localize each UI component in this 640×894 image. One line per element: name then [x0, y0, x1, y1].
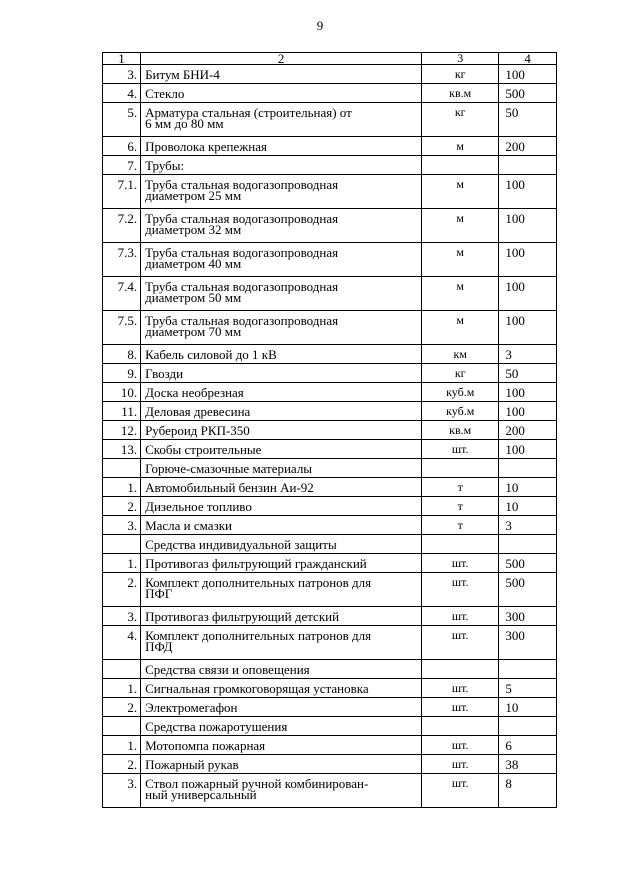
item-name [141, 65, 422, 84]
item-unit: м [422, 209, 499, 243]
table-row [103, 383, 557, 402]
item-quantity: 100 [499, 402, 557, 421]
item-name [141, 421, 422, 440]
table-row [103, 402, 557, 421]
item-quantity: 3 [499, 516, 557, 535]
table-row [103, 156, 557, 175]
item-quantity: 10 [499, 478, 557, 497]
item-unit [422, 156, 499, 175]
item-quantity: 200 [499, 421, 557, 440]
item-unit: м [422, 137, 499, 156]
item-unit [422, 535, 499, 554]
item-name-line: Гвозди [145, 365, 184, 381]
item-name [141, 774, 422, 808]
item-name [141, 402, 422, 421]
item-quantity: 300 [499, 607, 557, 626]
row-number [103, 717, 141, 736]
item-name-line: диаметром 50 мм [145, 290, 242, 305]
table-row [103, 311, 557, 345]
table-row [103, 137, 557, 156]
item-name [141, 277, 422, 311]
item-unit: шт. [422, 626, 499, 660]
item-quantity [499, 660, 557, 679]
item-name [141, 243, 422, 277]
row-number: 5. [103, 103, 141, 137]
item-name [141, 516, 422, 535]
row-number: 2. [103, 497, 141, 516]
item-unit: кг [422, 65, 499, 84]
item-quantity: 50 [499, 364, 557, 383]
item-name-line: Труба стальная водогазопроводная [145, 313, 339, 328]
item-name [141, 84, 422, 103]
item-name-line: Сигнальная громкоговорящая установка [145, 680, 369, 696]
item-name [141, 103, 422, 137]
table-row [103, 209, 557, 243]
item-name [141, 209, 422, 243]
table-row [103, 755, 557, 774]
materials-table-body [103, 53, 557, 808]
table-row [103, 774, 557, 808]
column-number-2: 2 [141, 53, 422, 65]
item-name [141, 736, 422, 755]
item-unit: куб.м [422, 383, 499, 402]
item-name [141, 156, 422, 175]
item-quantity: 100 [499, 243, 557, 277]
item-name [141, 679, 422, 698]
item-quantity: 50 [499, 103, 557, 137]
item-name-line: Деловая древесина [145, 403, 251, 419]
table-row [103, 698, 557, 717]
item-unit: шт. [422, 698, 499, 717]
item-name [141, 440, 422, 459]
row-number: 2. [103, 698, 141, 717]
item-quantity [499, 717, 557, 736]
item-quantity: 8 [499, 774, 557, 808]
item-unit: кв.м [422, 421, 499, 440]
item-quantity: 500 [499, 573, 557, 607]
row-number: 12. [103, 421, 141, 440]
item-name-line: Труба стальная водогазопроводная [145, 279, 339, 294]
table-row [103, 679, 557, 698]
item-unit: шт. [422, 755, 499, 774]
column-number-4: 4 [499, 53, 557, 65]
row-number: 2. [103, 755, 141, 774]
item-name-line: Противогаз фильтрующий гражданский [145, 555, 367, 571]
item-name [141, 554, 422, 573]
row-number: 7.5. [103, 311, 141, 345]
row-number: 6. [103, 137, 141, 156]
table-row [103, 516, 557, 535]
item-unit: т [422, 478, 499, 497]
item-quantity: 6 [499, 736, 557, 755]
row-number: 9. [103, 364, 141, 383]
row-number: 1. [103, 554, 141, 573]
section-row [103, 660, 557, 679]
item-name-line: Комплект дополнительных патронов для [145, 575, 372, 590]
row-number: 7. [103, 156, 141, 175]
item-unit: шт. [422, 774, 499, 808]
item-name [141, 478, 422, 497]
item-name-line: Трубы: [145, 157, 185, 173]
item-quantity [499, 535, 557, 554]
item-quantity: 3 [499, 345, 557, 364]
row-number: 4. [103, 84, 141, 103]
item-unit: т [422, 497, 499, 516]
item-unit [422, 459, 499, 478]
item-name [141, 626, 422, 660]
item-unit: кг [422, 103, 499, 137]
item-unit: м [422, 277, 499, 311]
item-unit: км [422, 345, 499, 364]
item-unit: шт. [422, 607, 499, 626]
item-name-line: ПФГ [145, 586, 173, 601]
item-name-line: диаметром 25 мм [145, 188, 242, 203]
item-name [141, 137, 422, 156]
table-row [103, 103, 557, 137]
row-number: 7.2. [103, 209, 141, 243]
item-name-line: Пожарный рукав [145, 756, 239, 772]
item-name-line: Труба стальная водогазопроводная [145, 211, 339, 226]
item-unit [422, 660, 499, 679]
item-unit: шт. [422, 573, 499, 607]
item-unit: т [422, 516, 499, 535]
item-unit [422, 717, 499, 736]
item-quantity: 100 [499, 65, 557, 84]
item-unit: кг [422, 364, 499, 383]
item-name [141, 698, 422, 717]
item-quantity: 100 [499, 311, 557, 345]
item-name [141, 573, 422, 607]
item-name-line: Скобы строительные [145, 441, 262, 457]
item-name [141, 383, 422, 402]
column-number-row [103, 53, 557, 65]
item-quantity: 38 [499, 755, 557, 774]
item-quantity: 100 [499, 209, 557, 243]
section-title [141, 660, 422, 679]
item-name [141, 497, 422, 516]
item-name-line: диаметром 32 мм [145, 222, 242, 237]
row-number: 1. [103, 478, 141, 497]
item-name-line: Рубероид РКП-350 [145, 422, 250, 438]
item-name-line: ный универсальный [145, 787, 257, 802]
item-quantity: 300 [499, 626, 557, 660]
item-name [141, 607, 422, 626]
item-name-line: Мотопомпа пожарная [145, 737, 266, 753]
item-name-line: Кабель силовой до 1 кВ [145, 346, 277, 362]
section-row [103, 535, 557, 554]
item-unit: м [422, 311, 499, 345]
item-name-line: Ствол пожарный ручной комбинирован- [145, 776, 369, 791]
item-name-line: Труба стальная водогазопроводная [145, 245, 339, 260]
item-quantity [499, 459, 557, 478]
row-number: 1. [103, 679, 141, 698]
section-row [103, 717, 557, 736]
table-row [103, 626, 557, 660]
section-row [103, 459, 557, 478]
table-row [103, 607, 557, 626]
item-name-line: Дизельное топливо [145, 498, 252, 514]
item-name-line: Битум БНИ-4 [145, 66, 220, 82]
row-number: 8. [103, 345, 141, 364]
item-quantity: 500 [499, 554, 557, 573]
row-number: 3. [103, 65, 141, 84]
item-quantity: 10 [499, 497, 557, 516]
item-unit: кв.м [422, 84, 499, 103]
item-name-line: Электромегафон [145, 699, 238, 715]
item-name-line: Арматура стальная (строительная) от [145, 105, 352, 120]
item-name [141, 311, 422, 345]
item-unit: шт. [422, 736, 499, 755]
row-number: 3. [103, 774, 141, 808]
page-number: 9 [316, 18, 324, 33]
item-name-line: ПФД [145, 639, 173, 654]
item-name [141, 345, 422, 364]
table-row [103, 364, 557, 383]
row-number: 11. [103, 402, 141, 421]
materials-table [102, 52, 557, 808]
item-unit: м [422, 175, 499, 209]
item-name-line: Стекло [145, 85, 185, 101]
row-number: 3. [103, 607, 141, 626]
item-name-line: диаметром 40 мм [145, 256, 242, 271]
row-number: 2. [103, 573, 141, 607]
item-name-line: Средства индивидуальной защиты [145, 536, 337, 552]
column-number-3: 3 [422, 53, 499, 65]
item-unit: м [422, 243, 499, 277]
item-name [141, 755, 422, 774]
table-row [103, 277, 557, 311]
table-row [103, 345, 557, 364]
item-unit: шт. [422, 679, 499, 698]
item-quantity: 200 [499, 137, 557, 156]
item-name [141, 175, 422, 209]
item-name-line: Комплект дополнительных патронов для [145, 628, 372, 643]
row-number [103, 459, 141, 478]
column-number-1: 1 [103, 53, 141, 65]
item-name [141, 364, 422, 383]
section-title [141, 535, 422, 554]
row-number: 10. [103, 383, 141, 402]
table-row [103, 736, 557, 755]
table-row [103, 554, 557, 573]
item-quantity: 5 [499, 679, 557, 698]
item-name-line: Труба стальная водогазопроводная [145, 177, 339, 192]
row-number: 7.3. [103, 243, 141, 277]
table-row [103, 478, 557, 497]
table-row [103, 440, 557, 459]
row-number: 7.1. [103, 175, 141, 209]
table-row [103, 65, 557, 84]
table-row [103, 243, 557, 277]
row-number [103, 535, 141, 554]
item-name-line: Доска необрезная [145, 384, 244, 400]
row-number [103, 660, 141, 679]
item-quantity: 100 [499, 175, 557, 209]
table-row [103, 573, 557, 607]
item-name-line: диаметром 70 мм [145, 324, 242, 339]
table-row [103, 421, 557, 440]
item-quantity: 100 [499, 277, 557, 311]
row-number: 7.4. [103, 277, 141, 311]
item-name-line: Средства связи и оповещения [145, 661, 310, 677]
item-unit: куб.м [422, 402, 499, 421]
item-name-line: Горюче-смазочные материалы [145, 460, 313, 476]
table-row [103, 175, 557, 209]
table-row [103, 497, 557, 516]
section-title [141, 717, 422, 736]
row-number: 3. [103, 516, 141, 535]
item-quantity: 100 [499, 440, 557, 459]
item-quantity [499, 156, 557, 175]
item-unit: шт. [422, 554, 499, 573]
section-title [141, 459, 422, 478]
item-unit: шт. [422, 440, 499, 459]
row-number: 13. [103, 440, 141, 459]
table-row [103, 84, 557, 103]
item-name-line: Масла и смазки [145, 517, 232, 533]
item-name-line: Средства пожаротушения [145, 718, 288, 734]
item-name-line: 6 мм до 80 мм [145, 116, 224, 131]
item-name-line: Автомобильный бензин Аи-92 [145, 479, 314, 495]
row-number: 1. [103, 736, 141, 755]
item-quantity: 500 [499, 84, 557, 103]
item-name-line: Противогаз фильтрующий детский [145, 608, 340, 624]
row-number: 4. [103, 626, 141, 660]
item-name-line: Проволока крепежная [145, 138, 267, 154]
item-quantity: 100 [499, 383, 557, 402]
item-quantity: 10 [499, 698, 557, 717]
